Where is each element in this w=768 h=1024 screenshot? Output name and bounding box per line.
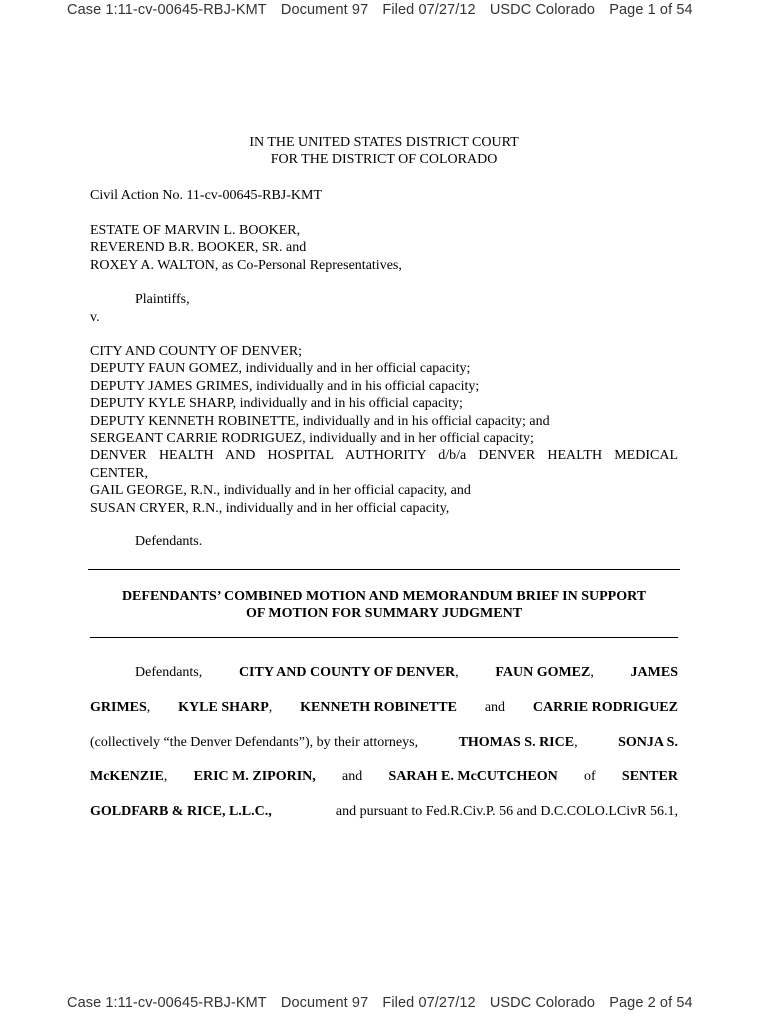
attorney-name: ERIC M. ZIPORIN, bbox=[193, 769, 316, 785]
party-name: JAMES bbox=[630, 665, 678, 680]
defendant-line: SERGEANT CARRIE RODRIGUEZ, individually and in her official capacity; bbox=[90, 431, 534, 447]
intro-text: of bbox=[583, 769, 596, 785]
intro-paragraph bbox=[90, 656, 678, 830]
party-name: GRIMES bbox=[90, 699, 147, 715]
page-indicator: Page 1 of 54 bbox=[609, 2, 693, 18]
document-number: Document 97 bbox=[280, 2, 369, 18]
attorney-name: McKENZIE bbox=[90, 769, 164, 785]
motion-title-line1: DEFENDANTS’ COMBINED MOTION AND MEMORANDUM BRIEF IN SUPPORT bbox=[121, 589, 647, 604]
party-name: CARRIE RODRIGUEZ bbox=[532, 699, 678, 715]
defendant-line: CENTER, bbox=[90, 465, 148, 481]
defendant-line: GAIL GEORGE, R.N., individually and in her official capacity, and bbox=[90, 483, 471, 499]
defendant-line: DENVER HEALTH AND HOSPITAL AUTHORITY d/b/a DENVER HEALTH MEDICAL bbox=[90, 448, 678, 464]
document-number: Document 97 bbox=[280, 995, 369, 1011]
attorney-name: SONJA S. bbox=[618, 734, 678, 750]
title-underline bbox=[90, 637, 678, 638]
court-name: USDC Colorado bbox=[489, 995, 596, 1011]
filed-date: Filed 07/27/12 bbox=[382, 2, 476, 18]
case-number: Case 1:11-cv-00645-RBJ-KMT bbox=[67, 2, 267, 18]
intro-line-2: GRIMES, KYLE SHARP, KENNETH ROBINETTE and CARRIE RODRIGUEZ bbox=[90, 691, 678, 726]
versus-label: v. bbox=[90, 310, 100, 325]
defendant-list bbox=[90, 343, 678, 517]
intro-text: and bbox=[342, 769, 363, 785]
motion-title bbox=[90, 588, 678, 623]
attorney-name: THOMAS S. RICE bbox=[458, 734, 575, 750]
party-name: KYLE SHARP bbox=[178, 699, 269, 715]
court-heading bbox=[90, 134, 678, 169]
plaintiff-line: REVEREND B.R. BOOKER, SR. and bbox=[90, 240, 307, 256]
intro-text: (collectively “the Denver Defendants”), by their attorneys, bbox=[90, 734, 419, 750]
caption-divider bbox=[88, 569, 680, 570]
defendant-line: SUSAN CRYER, R.N., individually and in her official capacity, bbox=[90, 500, 450, 516]
party-name: FAUN GOMEZ bbox=[495, 665, 591, 680]
intro-text: Defendants, bbox=[135, 665, 203, 680]
filing-stamp-next-page bbox=[67, 995, 707, 1011]
party-name: KENNETH ROBINETTE bbox=[300, 699, 457, 715]
defendant-line: CITY AND COUNTY OF DENVER; bbox=[90, 344, 303, 359]
defendant-line: DEPUTY KYLE SHARP, individually and in his official capacity; bbox=[90, 396, 463, 412]
intro-line-3: (collectively “the Denver Defendants”), by their attorneys, THOMAS S. RICE, SONJA S. bbox=[90, 726, 678, 761]
intro-line-4: McKENZIE, ERIC M. ZIPORIN, and SARAH E. McCUTCHEON of SENTER bbox=[90, 760, 678, 795]
defendants-label: Defendants. bbox=[135, 534, 203, 549]
defendant-line: DEPUTY FAUN GOMEZ, individually and in her official capacity; bbox=[90, 361, 471, 377]
motion-title-line2: OF MOTION FOR SUMMARY JUDGMENT bbox=[245, 606, 523, 622]
plaintiff-line: ESTATE OF MARVIN L. BOOKER, bbox=[90, 223, 301, 238]
intro-line-1: Defendants, CITY AND COUNTY OF DENVER, FAUN GOMEZ, JAMES bbox=[90, 656, 678, 691]
civil-action-number: Civil Action No. 11-cv-00645-RBJ-KMT bbox=[90, 188, 323, 203]
plaintiff-line: ROXEY A. WALTON, as Co-Personal Representatives, bbox=[90, 257, 402, 273]
attorney-name: SARAH E. McCUTCHEON bbox=[388, 769, 558, 785]
intro-text: and bbox=[484, 699, 506, 715]
defendant-line: DEPUTY JAMES GRIMES, individually and in his official capacity; bbox=[90, 378, 480, 394]
plaintiff-list bbox=[90, 222, 678, 274]
plaintiffs-label: Plaintiffs, bbox=[135, 292, 190, 307]
page-indicator: Page 2 of 54 bbox=[609, 995, 693, 1011]
firm-name: SENTER bbox=[621, 769, 678, 785]
party-name: CITY AND COUNTY OF DENVER bbox=[238, 665, 456, 680]
intro-line-5 bbox=[90, 795, 678, 830]
court-heading-line1: IN THE UNITED STATES DISTRICT COURT bbox=[249, 135, 519, 150]
filed-date: Filed 07/27/12 bbox=[382, 995, 476, 1011]
court-name: USDC Colorado bbox=[489, 2, 596, 18]
case-number: Case 1:11-cv-00645-RBJ-KMT bbox=[67, 995, 267, 1011]
defendant-line: DEPUTY KENNETH ROBINETTE, individually and in his official capacity; and bbox=[90, 413, 550, 429]
firm-name: GOLDFARB & RICE, L.L.C., bbox=[90, 804, 272, 820]
intro-text: and pursuant to Fed.R.Civ.P. 56 and D.C.COLO.LCivR 56.1, bbox=[335, 804, 678, 820]
filing-stamp-header bbox=[67, 2, 707, 18]
court-heading-line2: FOR THE DISTRICT OF COLORADO bbox=[270, 152, 498, 168]
